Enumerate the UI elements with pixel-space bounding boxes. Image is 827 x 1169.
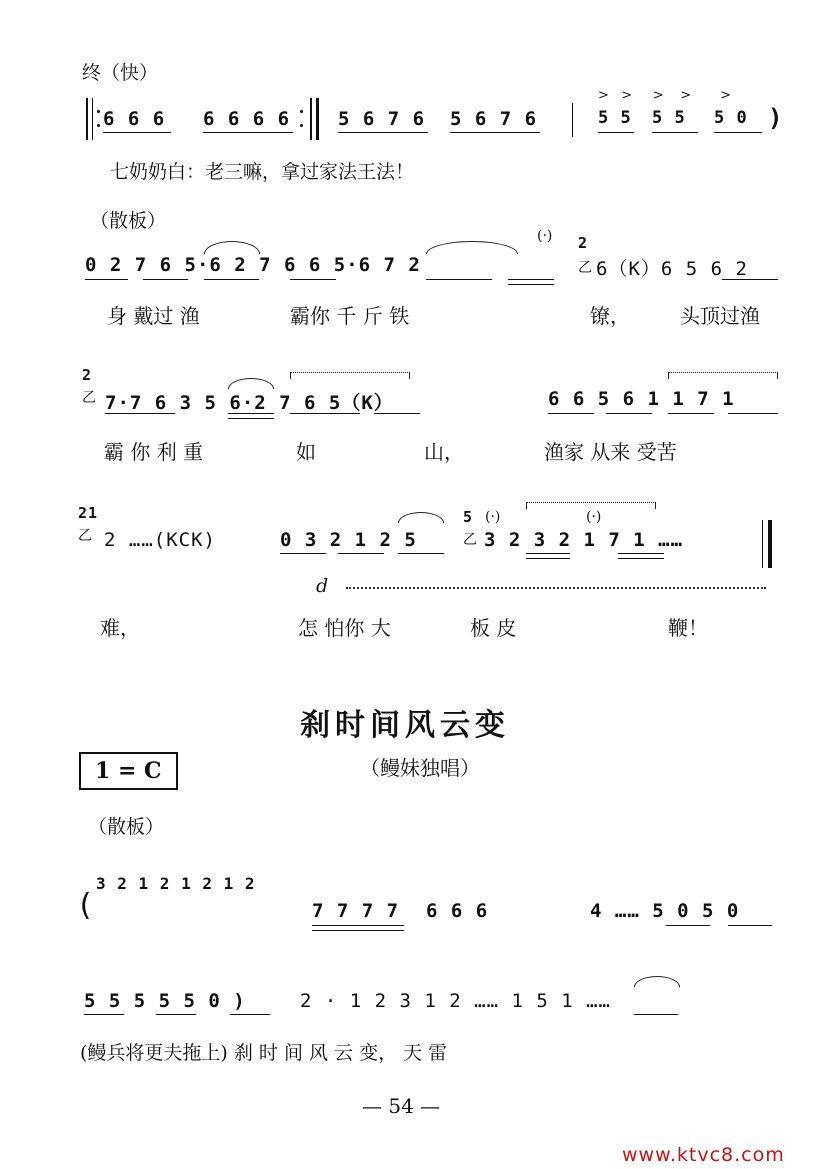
beam: [634, 1014, 678, 1015]
beam: [728, 925, 772, 926]
song-title: 刹时间风云变: [300, 708, 510, 743]
beam: [652, 132, 698, 133]
notes-line: 7·7 6 3 5 6·2 7 6 5（K）: [105, 392, 394, 414]
lyrics: (鳗兵将更夫拖上) 刹 时 间 风 云 变， 天 雷: [80, 1042, 448, 1064]
lyrics: 鞭！: [668, 616, 708, 640]
beam: [230, 1014, 270, 1015]
tie-bracket: [526, 502, 656, 503]
dynamic-extension: [346, 587, 766, 589]
beam: [84, 1014, 124, 1015]
beam: [668, 413, 714, 414]
accent-notes: 5 5: [652, 108, 686, 128]
grace-slur: 乙: [78, 528, 92, 544]
dynamic-mark: d: [316, 575, 329, 597]
lyrics: 难，: [100, 616, 140, 640]
beam-double: [508, 284, 554, 285]
melody-line: 2 · 1 2 3 1 2 …… 1 5 1 ……: [300, 990, 611, 1012]
page-number: — 54 —: [362, 1094, 441, 1118]
beam: [374, 413, 420, 414]
notes-tail: 6 6 5 6 1 1 7 1: [548, 388, 735, 410]
notes-line: 7 7 7 7: [312, 900, 400, 922]
grace-slur: 乙: [82, 390, 96, 406]
beam: [228, 418, 274, 419]
beam: [105, 413, 175, 414]
accent-notes: 5 5: [598, 108, 632, 128]
notes-tail: 6（K）6 5 6 2: [596, 258, 748, 280]
beam: [280, 553, 326, 554]
beam: [526, 558, 570, 559]
measure-notes: 6 6 6 6: [203, 108, 291, 130]
lyrics: 板 皮: [470, 616, 517, 640]
beam: [618, 553, 664, 554]
beam: [338, 553, 384, 554]
final-barline-thick: [768, 520, 772, 568]
repeat-dot: [300, 124, 303, 127]
grace-slur: 乙: [463, 532, 477, 548]
song-subtitle: （鳗妹独唱）: [360, 756, 480, 780]
closing-paren: ): [768, 104, 784, 132]
lyrics: 霸你 千 斤 铁: [290, 304, 410, 328]
beam: [714, 132, 762, 133]
tempo-marking: 终（快）: [82, 62, 159, 84]
beam: [508, 279, 554, 280]
beam: [156, 1014, 196, 1015]
tempo-marking: （散板）: [88, 816, 165, 838]
beam: [290, 279, 336, 280]
lyrics: 身 戴过 渔: [107, 304, 200, 328]
slur: [634, 976, 680, 987]
beam: [548, 413, 594, 414]
tie-bracket: [290, 372, 410, 373]
beam: [228, 413, 274, 414]
fermata-mark: (·): [586, 509, 602, 525]
notes-line: 6 6 6: [426, 900, 489, 922]
repeat-dot: [97, 124, 100, 127]
grace-note: 2: [82, 366, 93, 384]
lyrics: 渔家 从来 受苦: [544, 440, 677, 464]
measure-notes: 5 6 7 6: [338, 108, 426, 130]
notes-line: 5 5 5 5 5 0 ): [84, 990, 246, 1012]
repeat-dot: [97, 110, 100, 113]
repeat-dot: [300, 110, 303, 113]
beam: [398, 553, 444, 554]
fermata-mark: (·): [485, 509, 501, 525]
beam: [722, 279, 778, 280]
beam: [203, 132, 293, 133]
beam: [598, 132, 634, 133]
beam: [290, 413, 360, 414]
grace-slur: 乙: [578, 260, 592, 276]
beam: [143, 279, 188, 280]
repeat-barline-right-thick: [316, 98, 319, 140]
fermata-mark: (·): [537, 228, 553, 244]
lyrics: 霸 你 利 重: [104, 440, 204, 464]
accent-marks: > > > > >: [598, 88, 731, 103]
beam: [312, 925, 404, 926]
slur: [426, 241, 518, 254]
beam: [85, 279, 128, 280]
measure-notes: 5 6 7 6: [450, 108, 538, 130]
lyrics: 镣，: [590, 304, 630, 328]
slur: [398, 512, 444, 523]
beam: [728, 413, 778, 414]
tie-bracket: [668, 372, 778, 373]
accent-notes: 5 0: [714, 108, 748, 128]
measure-notes: 6 6 6: [103, 108, 166, 130]
tempo-marking: （散板）: [90, 210, 167, 232]
slur: [228, 378, 274, 389]
beam: [338, 132, 428, 133]
repeat-barline-right: [310, 98, 312, 140]
beam: [426, 279, 492, 280]
grace-note: 5: [463, 508, 474, 526]
key-signature: 1 = C: [79, 752, 178, 790]
spoken-dialogue: 七奶奶白：老三嘛，拿过家法王法！: [110, 161, 415, 183]
grace-note: 21: [78, 504, 99, 522]
beam: [450, 132, 540, 133]
lyrics: 头顶过渔: [680, 304, 760, 328]
beam: [312, 930, 404, 931]
grace-group: 3 2 1 2 1 2 1 2: [96, 874, 256, 893]
lyrics: 如: [296, 440, 316, 464]
lyrics: 山，: [424, 440, 464, 464]
final-barline-thin: [762, 520, 763, 568]
beam: [618, 558, 664, 559]
notes-line: 2 ……(KCK): [104, 529, 216, 551]
notes-end: 3 2 3 2 1 7 1 ……: [484, 529, 684, 551]
beam: [666, 925, 710, 926]
grace-note: 2: [578, 234, 589, 252]
beam: [204, 279, 259, 280]
slur: [204, 241, 260, 254]
repeat-barline-left: [86, 98, 88, 140]
watermark: www.ktvc8.com: [622, 1144, 785, 1166]
open-paren: (: [76, 888, 96, 923]
notes-tail: 4 …… 5 0 5 0: [590, 900, 740, 922]
beam: [606, 413, 652, 414]
beam: [103, 132, 171, 133]
notes-middle: 0 3 2 1 2 5: [280, 529, 417, 551]
lyrics: 怎 怕你 大: [298, 616, 391, 640]
notes-line: 0 2 7 6 5·6 2 7 6 6 5·6 7 2: [85, 254, 421, 276]
beam: [526, 553, 570, 554]
repeat-barline-left-thin: [92, 98, 93, 140]
barline: [572, 103, 573, 137]
